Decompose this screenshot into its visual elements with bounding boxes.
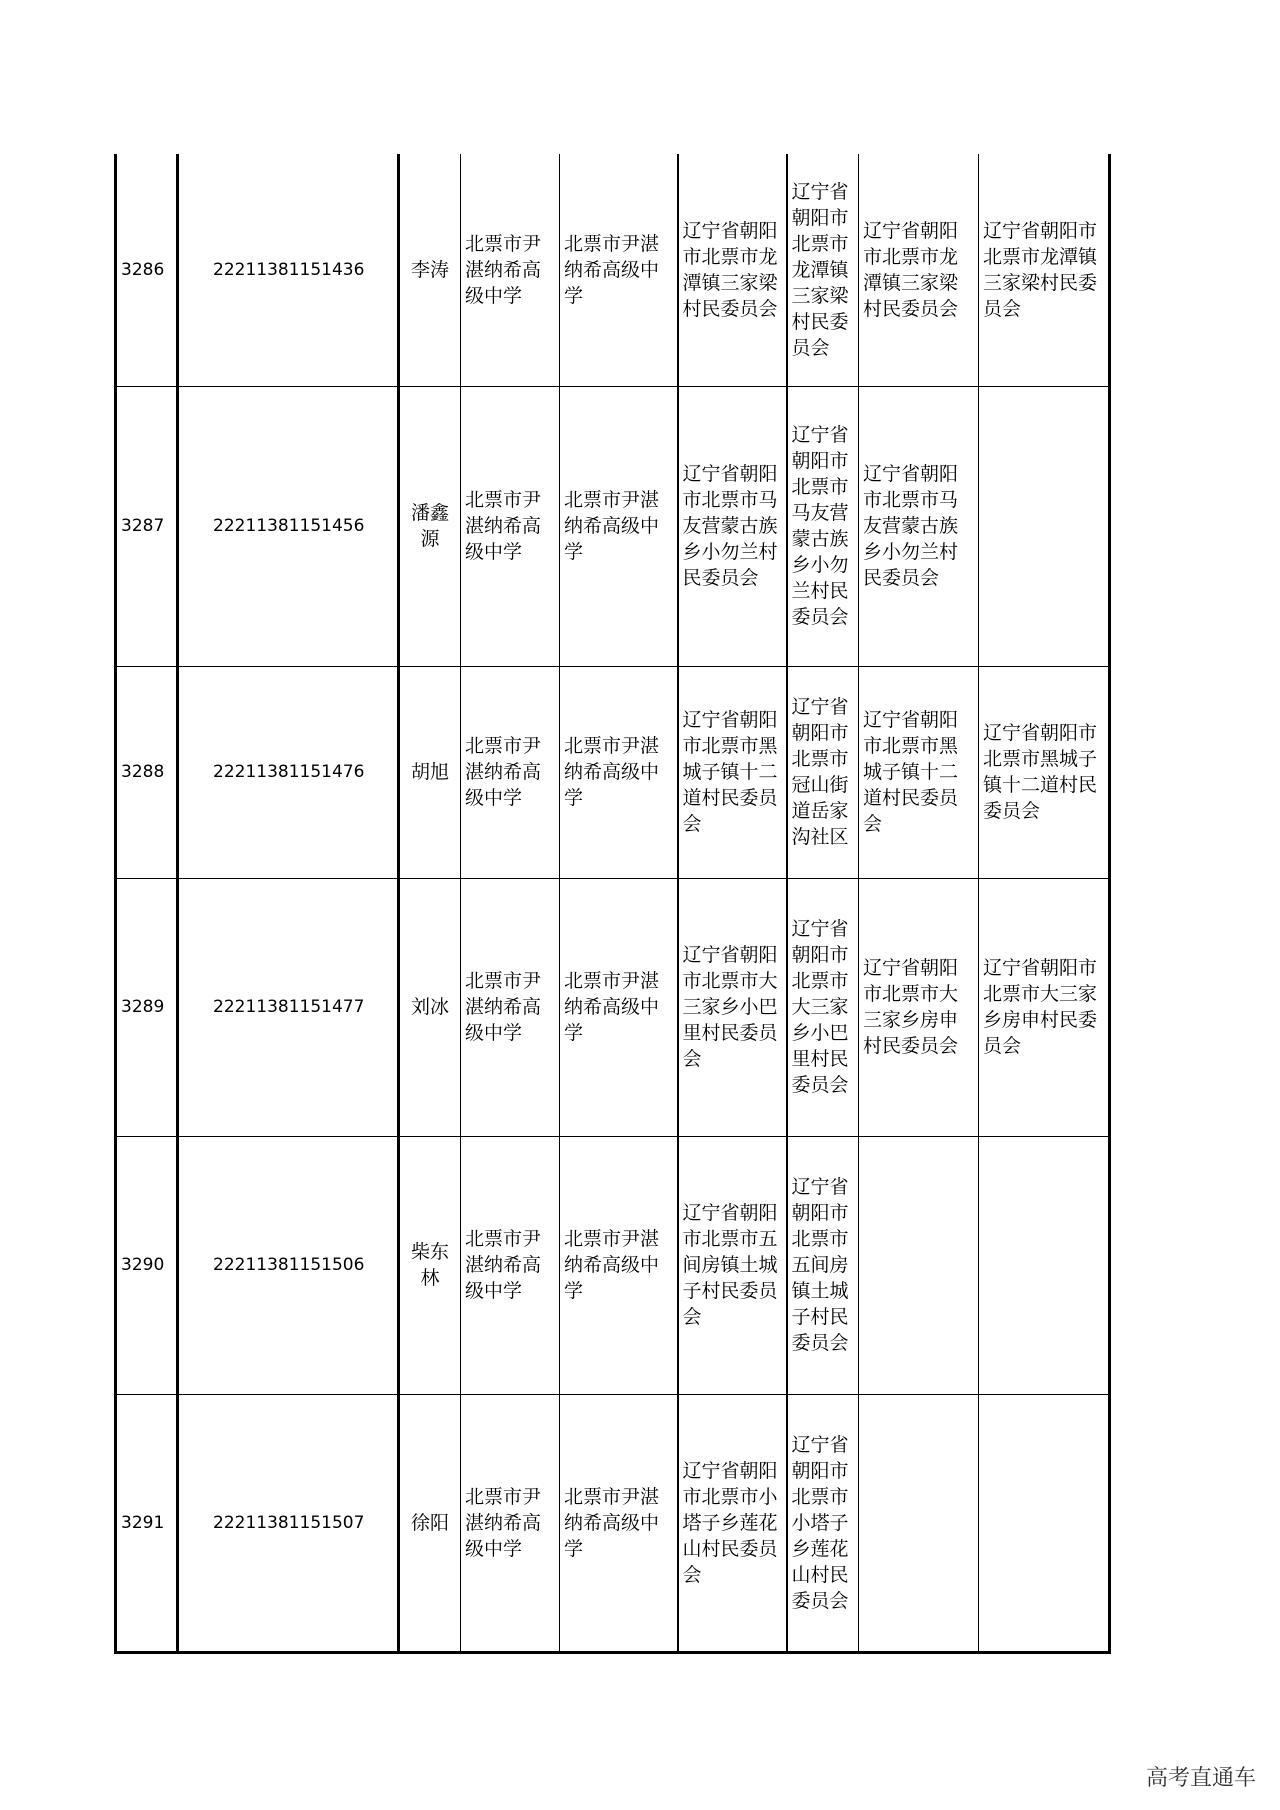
row-number: 3289 [116,878,178,1136]
student-name: 徐阳 [399,1394,461,1652]
table-row [116,1394,1110,1652]
school-name: 北票市尹湛纳希高级中学 [461,1394,560,1652]
address-4 [979,386,1110,666]
address-2: 辽宁省朝阳市北票市龙潭镇三家梁村民委员会 [787,154,859,386]
address-3: 辽宁省朝阳市北票市大三家乡房申村民委员会 [859,878,979,1136]
student-name: 柴东林 [399,1136,461,1394]
address-4: 辽宁省朝阳市北票市大三家乡房申村民委员会 [979,878,1110,1136]
exam-id: 22211381151477 [178,878,399,1136]
school-name-2: 北票市尹湛纳希高级中学 [560,1394,678,1652]
school-name: 北票市尹湛纳希高级中学 [461,386,560,666]
address-3: 辽宁省朝阳市北票市马友营蒙古族乡小勿兰村民委员会 [859,386,979,666]
table-row [116,386,1110,666]
address-4: 辽宁省朝阳市北票市黑城子镇十二道村民委员会 [979,666,1110,878]
address-3: 辽宁省朝阳市北票市黑城子镇十二道村民委员会 [859,666,979,878]
school-name: 北票市尹湛纳希高级中学 [461,1136,560,1394]
address-2: 辽宁省朝阳市北票市马友营蒙古族乡小勿兰村民委员会 [787,386,859,666]
table-row [116,1136,1110,1394]
school-name-2: 北票市尹湛纳希高级中学 [560,878,678,1136]
row-number: 3291 [116,1394,178,1652]
row-number: 3286 [116,154,178,386]
exam-id: 22211381151436 [178,154,399,386]
address-2: 辽宁省朝阳市北票市冠山街道岳家沟社区 [787,666,859,878]
watermark-text: 高考直通车 [1145,1766,1256,1791]
student-name: 胡旭 [399,666,461,878]
school-name: 北票市尹湛纳希高级中学 [461,666,560,878]
address-2: 辽宁省朝阳市北票市五间房镇土城子村民委员会 [787,1136,859,1394]
student-name: 潘鑫源 [399,386,461,666]
table-row [116,666,1110,878]
address-4 [979,1136,1110,1394]
address-3 [859,1136,979,1394]
school-name-2: 北票市尹湛纳希高级中学 [560,1136,678,1394]
table-row [116,878,1110,1136]
address-1: 辽宁省朝阳市北票市龙潭镇三家梁村民委员会 [678,154,787,386]
row-number: 3287 [116,386,178,666]
address-1: 辽宁省朝阳市北票市马友营蒙古族乡小勿兰村民委员会 [678,386,787,666]
exam-id: 22211381151506 [178,1136,399,1394]
address-1: 辽宁省朝阳市北票市大三家乡小巴里村民委员会 [678,878,787,1136]
data-table [114,154,1111,1654]
student-name: 李涛 [399,154,461,386]
address-3: 辽宁省朝阳市北票市龙潭镇三家梁村民委员会 [859,154,979,386]
address-4 [979,1394,1110,1652]
address-2: 辽宁省朝阳市北票市大三家乡小巴里村民委员会 [787,878,859,1136]
address-3 [859,1394,979,1652]
address-1: 辽宁省朝阳市北票市黑城子镇十二道村民委员会 [678,666,787,878]
school-name-2: 北票市尹湛纳希高级中学 [560,666,678,878]
school-name-2: 北票市尹湛纳希高级中学 [560,154,678,386]
row-number: 3288 [116,666,178,878]
exam-id: 22211381151507 [178,1394,399,1652]
address-4: 辽宁省朝阳市北票市龙潭镇三家梁村民委员会 [979,154,1110,386]
row-number: 3290 [116,1136,178,1394]
school-name: 北票市尹湛纳希高级中学 [461,154,560,386]
address-1: 辽宁省朝阳市北票市五间房镇土城子村民委员会 [678,1136,787,1394]
address-2: 辽宁省朝阳市北票市小塔子乡莲花山村民委员会 [787,1394,859,1652]
student-name: 刘冰 [399,878,461,1136]
table-body [116,154,1110,1652]
exam-id: 22211381151456 [178,386,399,666]
table-row [116,154,1110,386]
school-name-2: 北票市尹湛纳希高级中学 [560,386,678,666]
address-1: 辽宁省朝阳市北票市小塔子乡莲花山村民委员会 [678,1394,787,1652]
school-name: 北票市尹湛纳希高级中学 [461,878,560,1136]
exam-id: 22211381151476 [178,666,399,878]
